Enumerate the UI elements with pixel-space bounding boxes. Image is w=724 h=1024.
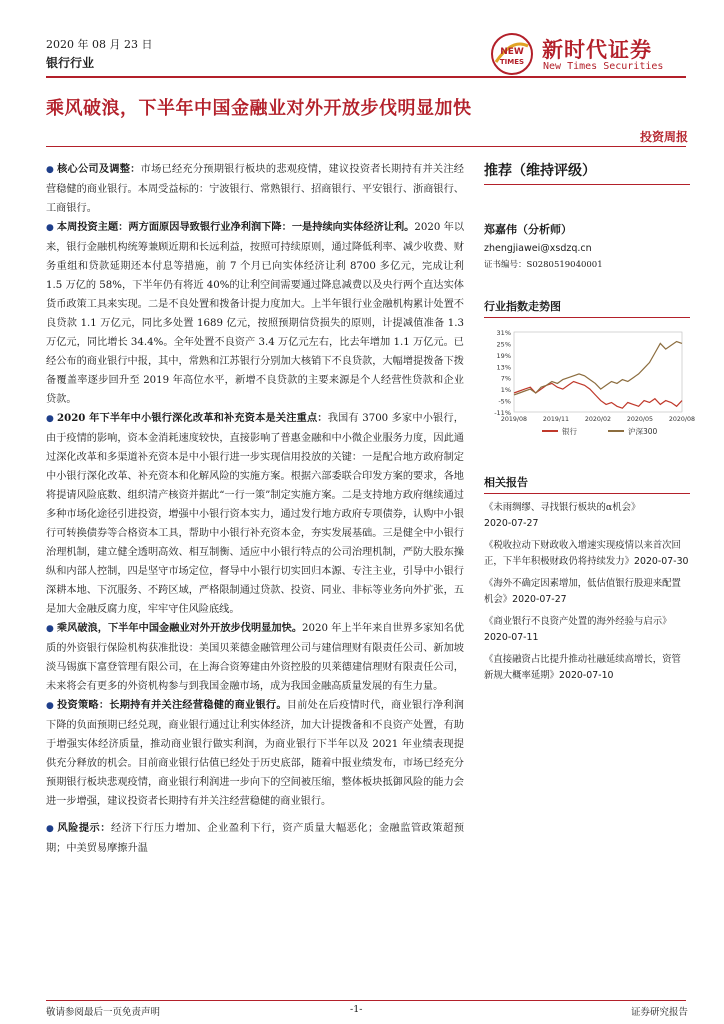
- header-divider: [46, 76, 686, 78]
- paragraph-body: 2020 年以来，银行金融机构统筹兼顾近期和长远利益，按照可持续原则，通过降低利率、减少收费、财务重组和贷款延期还本付息等措施，前 7 个月已向实体经济让利 8700 多亿元，完成让利 1.5 万亿的 58%，下半年仍有将近 40%的让利空间需要通过降息减费以及央行两个直达实体货币政策工具来实现。二是不良处置和拨备计提力度加大。上半年银行业金融机构累计处置不良贷款 1.1 万亿元，同比多处置 1689 亿元，按照预期信贷损失的原则，计提减值准备 1.3 万亿元，同比增长 34.4%。全年处置不良资产 3.4 万亿元左右，比去年增加 1.1 万亿元。已经公布的商业银行中报，其中，常熟和江苏银行分别加大核销下不良贷款，大幅增提拨备下拨备覆盖率逐步回升至 2019 年高位水平，新增不良贷款的主要来源是个人经营性贷款和企业贷款。: [46, 222, 465, 405]
- related-report-item[interactable]: [484, 500, 690, 532]
- x-tick-label: 2020/05: [626, 416, 654, 423]
- analyst-certificate: 证书编号：S0280519040001: [484, 260, 603, 270]
- logo-chinese-name: 新时代证券: [542, 37, 652, 62]
- paragraph: [46, 218, 464, 409]
- series-line-csi300: [514, 342, 682, 395]
- related-report-title: 《税收拉动下财政收入增速实现疫情以来首次回正，下半年积极财政仍将持续发力》: [484, 540, 681, 567]
- title-divider: [46, 146, 686, 147]
- report-title: 乘风破浪，下半年中国金融业对外开放步伐明显加快: [46, 98, 472, 119]
- x-tick-label: 2019/08: [500, 416, 528, 423]
- related-report-item[interactable]: [484, 576, 690, 608]
- paragraph-body: 2020 年上半年来自世界多家知名优质的外资银行保险机构获准批设：美国贝莱德金融管理公司与建信理财有限责任公司、新加坡淡马锡旗下富登管理有限公司，在上海合资筹建由外资控股的贝莱德建信理财有限责任公司，未来将会有更多的外资机构参与到我国金融市场，成为我国金融高质量发展的有生力量。: [46, 623, 465, 692]
- bullet-icon: ●: [46, 824, 55, 834]
- main-body: [46, 160, 464, 858]
- bullet-icon: ●: [46, 223, 54, 233]
- company-logo: [490, 32, 690, 76]
- paragraph-body: 市场已经充分预期银行板块的悲观疫情，建议投资者长期持有并关注经营稳健的商业银行。本周受益标的：宁波银行、常熟银行、招商银行、平安银行、浙商银行、工商银行。: [46, 164, 464, 214]
- related-report-date: 2020-07-27: [512, 594, 567, 605]
- y-tick-label: 13%: [496, 363, 511, 372]
- paragraph: [46, 619, 464, 696]
- report-sector: 银行行业: [46, 56, 95, 70]
- paragraph-lead: 乘风破浪，下半年中国金融业对外开放步伐明显加快。: [56, 622, 303, 634]
- paragraph-lead: 2020 年下半年中小银行深化改革和补充资本是关注重点：: [57, 412, 328, 424]
- report-type: 投资周报: [639, 130, 688, 144]
- bullet-icon: ●: [46, 165, 55, 175]
- related-report-title: 《海外不确定因素增加，低估值银行股迎来配置机会》: [484, 578, 681, 605]
- rating-heading: 推荐（维持评级）: [484, 160, 690, 185]
- footer-divider: [46, 1000, 686, 1001]
- related-report-date: 2020-07-30: [634, 556, 689, 567]
- related-report-item[interactable]: [484, 538, 690, 570]
- related-report-item[interactable]: [484, 652, 690, 684]
- bullet-icon: ●: [46, 414, 55, 424]
- related-report-date: 2020-07-27: [484, 518, 539, 529]
- related-reports-heading: 相关报告: [484, 474, 690, 494]
- legend-label: 沪深300: [628, 427, 658, 436]
- related-report-title: 《商业银行不良资产处置的海外经验与启示》: [484, 616, 672, 627]
- y-tick-label: 25%: [496, 340, 511, 349]
- chart-heading: 行业指数走势图: [484, 298, 690, 318]
- paragraph-lead: 投资策略：长期持有并关注经营稳健的商业银行。: [57, 699, 287, 711]
- bullet-icon: ●: [46, 624, 54, 634]
- new-times-logo-icon: [490, 32, 534, 76]
- index-trend-chart: [484, 326, 696, 450]
- related-report-date: 2020-07-11: [484, 632, 539, 643]
- related-report-item[interactable]: [484, 614, 690, 646]
- legend-label: 银行: [562, 427, 577, 436]
- paragraph-body: 目前处在后疫情时代，商业银行净利润下降的负面预期已经兑现，商业银行通过让利实体经济，加大计提拨备和不良资产处置，有助于增强实体经济质量，推动商业银行做实利润，为商业银行下半年以及 2021 年业绩表现提供充分释放的机会。目前商业银行估值已经处于历史底部，随着中报业绩发布，市场已经充分预期银行板块悲观疫情，商业银行利润进一步向下的空间被压缩，整体板块抵御风险的能力会进一步增强，建议投资者长期持有并关注经营稳健的商业银行。: [46, 700, 464, 807]
- bullet-icon: ●: [46, 701, 55, 711]
- analyst-email[interactable]: zhengjiawei@xsdzq.cn: [484, 243, 592, 254]
- paragraph-body: 我国有 3700 多家中小银行，由于疫情的影响，资本金消耗速度较快，直接影响了普惠金融和中小微企业服务力度，因此通过深化改革和多渠道补充资本是中小银行进一步实现信用投放的关键：一是配合地方政府制定中小银行深化改革、补充资本和化解风险的实施方案。根据六部委联合印发方案的要求，各地将提请风险底数、组织清产核资并据此“一行一策”制定实施方案。二是支持地方政府继续通过多种市场化途径引进投资，增强中小银行资本实力，通过发行地方政府专项债券，认购中小银行可转换债券等合格资本工具，帮助中小银行补充资本金，夯实发展基础。三是健全中小银行治理机制，建立健全透明高效、相互制衡、适应中小银行特点的公司治理机制，严防大股东操纵和内部人控制，四是坚守市场定位，督导中小银行切实回归本源、专注主业，引导中小银行深耕本地、下沉服务、不跨区域，严格限制通过贷款、投资、同业、非标等业务向外扩张，五是加大金融反腐力度，牢牢守住风险底线。: [46, 413, 464, 615]
- paragraph-body: 经济下行压力增加、企业盈利下行，资产质量大幅恶化；金融监管政策超预期；中美贸易摩擦升温: [46, 823, 465, 854]
- logo-english-name: New Times Securities: [543, 61, 664, 72]
- analyst-name: 郑嘉伟（分析师）: [484, 223, 572, 236]
- paragraph: [46, 696, 464, 811]
- footer-disclaimer: 敬请参阅最后一页免责声明: [46, 1007, 161, 1018]
- y-tick-label: -11%: [494, 409, 511, 417]
- paragraph-lead: 本周投资主题：两方面原因导致银行业净利润下降：一是持续向实体经济让利。: [56, 221, 415, 233]
- y-tick-label: 19%: [496, 351, 511, 360]
- paragraph: [46, 819, 464, 858]
- related-report-title: 《直接融资占比提升推动社融延续高增长，资管新规大概率延期》: [484, 654, 681, 681]
- x-tick-label: 2020/08: [668, 416, 696, 423]
- paragraph-lead: 风险提示：: [57, 822, 111, 834]
- y-tick-label: -5%: [498, 397, 511, 406]
- x-tick-label: 2019/11: [542, 416, 570, 423]
- logo-badge-bottom-text: TIMES: [499, 58, 525, 66]
- y-tick-label: 1%: [500, 386, 511, 395]
- y-tick-label: 31%: [496, 329, 511, 337]
- paragraph: [46, 409, 464, 619]
- related-report-title: 《未雨绸缪、寻找银行板块的α机会》: [484, 502, 641, 513]
- logo-badge-top-text: NEW: [500, 47, 524, 57]
- paragraph-lead: 核心公司及调整：: [57, 163, 141, 175]
- index-trend-svg: [484, 326, 696, 446]
- page-number: -1-: [350, 1004, 363, 1015]
- paragraph: [46, 160, 464, 218]
- footer-doc-type: 证券研究报告: [630, 1007, 688, 1018]
- sidebar: [484, 160, 696, 684]
- x-tick-label: 2020/02: [584, 416, 612, 423]
- y-tick-label: 7%: [500, 374, 511, 383]
- report-date: 2020 年 08 月 23 日: [46, 38, 153, 51]
- related-report-date: 2020-07-10: [559, 670, 614, 681]
